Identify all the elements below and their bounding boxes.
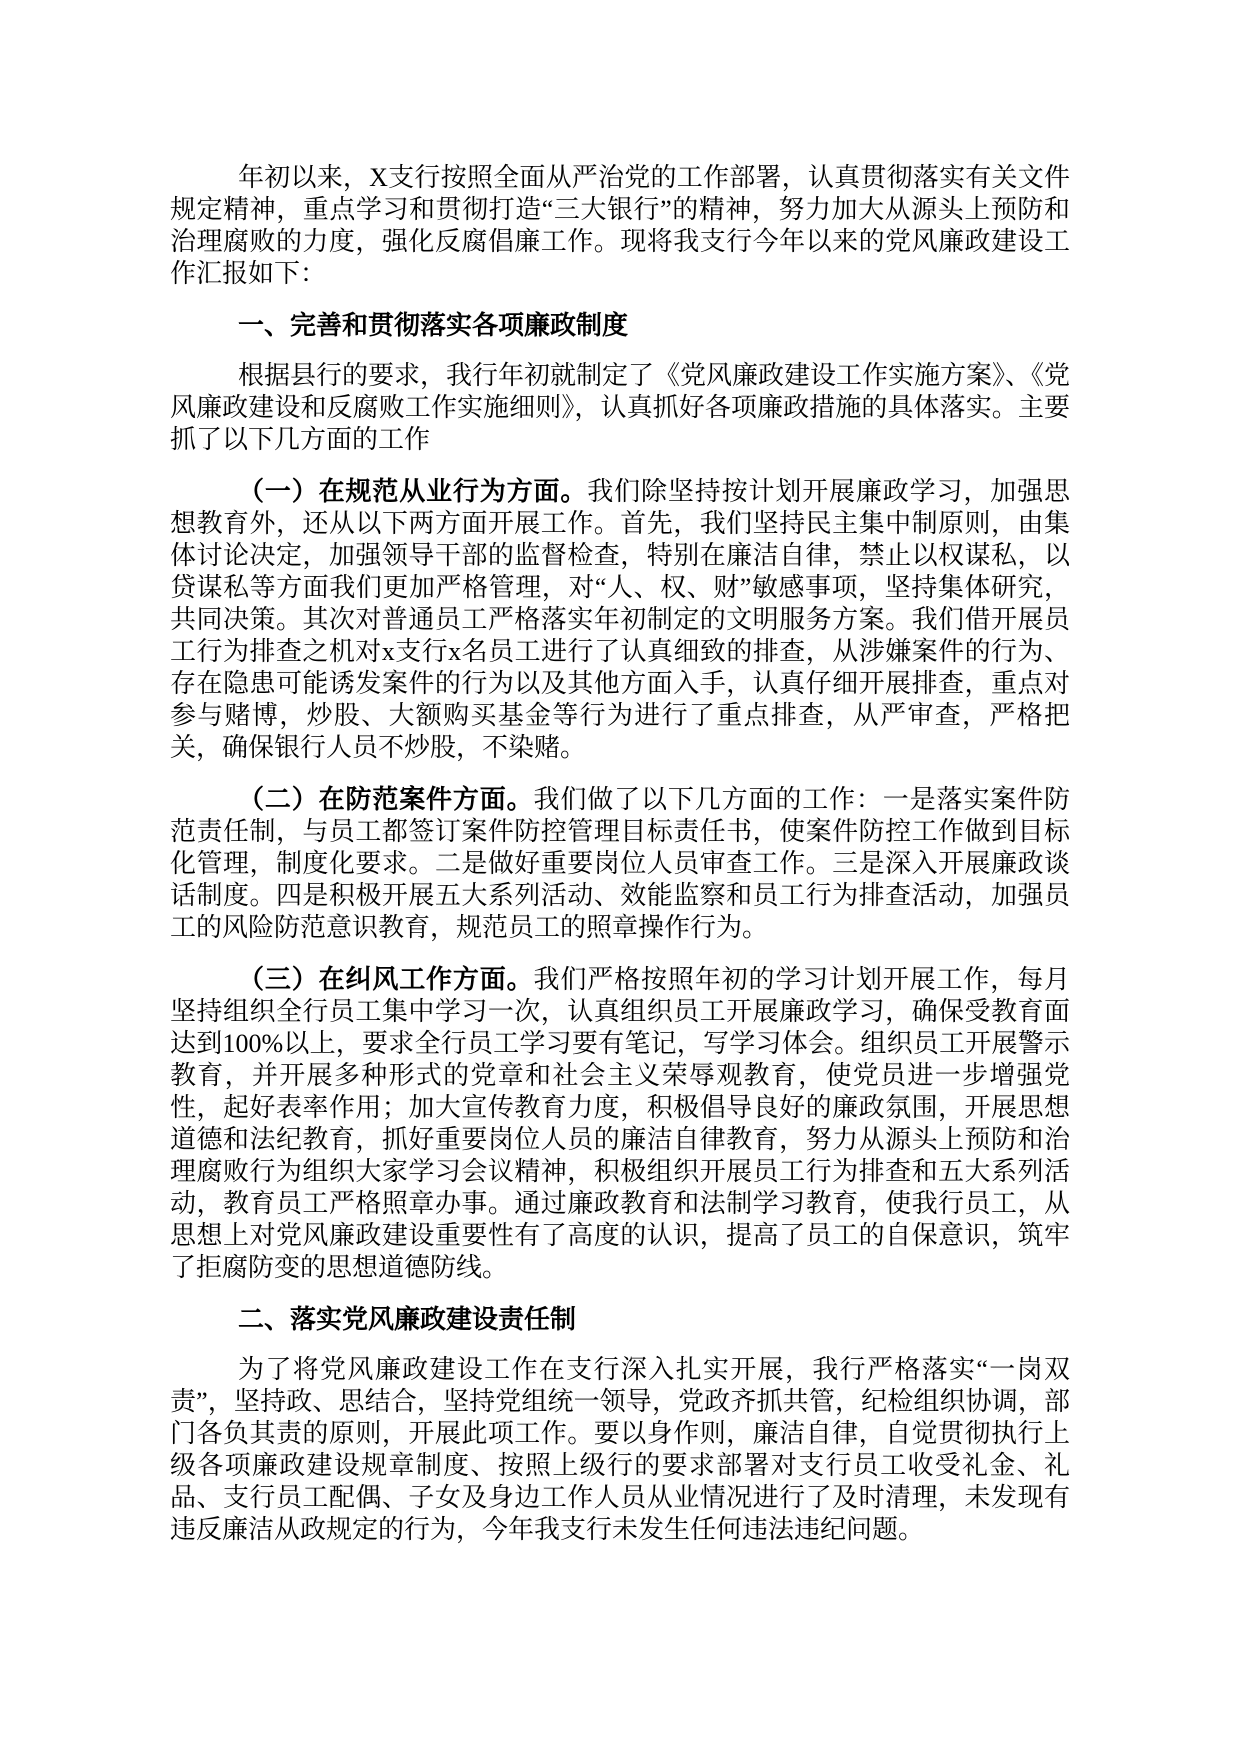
- paragraph-text: 我们严格按照年初的学习计划开展工作，每月坚持组织全行员工集中学习一次，认真组织员工开展廉政学习，确保受教育面达到100%以上，要求全行员工学习要有笔记，写学习体会。组织员工开展警示教育，并开展多种形式的党章和社会主义荣辱观教育，使党员进一步增强党性，起好表率作用；加大宣传教育力度，积极倡导良好的廉政氛围，开展思想道德和法纪教育，抓好重要岗位人员的廉洁自律教育，努力从源头上预防和治理腐败行为组织大家学习会议精神，积极组织开展员工行为排查和五大系列活动，教育员工严格照章办事。通过廉政教育和法制学习教育，使我行员工，从思想上对党风廉政建设重要性有了高度的认识，提高了员工的自保意识，筑牢了拒腐防变的思想道德防线。: [170, 965, 1070, 1282]
- subsection-3-paragraph: [170, 963, 1070, 1284]
- opening-paragraph: [170, 162, 1070, 290]
- section-1-heading: 一、完善和贯彻落实各项廉政制度: [238, 310, 629, 340]
- subsection-1-lead: （一）在规范从业行为方面。: [238, 476, 588, 506]
- paragraph-text: 根据县行的要求，我行年初就制定了《党风廉政建设工作实施方案》、《党风廉政建设和反腐败工作实施细则》，认真抓好各项廉政措施的具体落实。主要抓了以下几方面的工作: [170, 361, 1071, 454]
- paragraph-text: 为了将党风廉政建设工作在支行深入扎实开展，我行严格落实“一岗双责”，坚持政、思结合，坚持党组统一领导，党政齐抓共管，纪检组织协调，部门各负其责的原则，开展此项工作。要以身作则，廉洁自律，自觉贯彻执行上级各项廉政建设规章制度、按照上级行的要求部署对支行员工收受礼金、礼品、支行员工配偶、子女及身边工作人员从业情况进行了及时清理，未发现有违反廉洁从政规定的行为，今年我支行未发生任何违法违纪问题。: [170, 1355, 1070, 1544]
- subsection-2-paragraph: [170, 783, 1070, 944]
- subsection-2-lead: （二）在防范案件方面。: [238, 784, 534, 814]
- subsection-3-lead: （三）在纠风工作方面。: [238, 964, 534, 994]
- paragraph-text: 我们做了以下几方面的工作：一是落实案件防范责任制，与员工都签订案件防控管理目标责任书，使案件防控工作做到目标化管理，制度化要求。二是做好重要岗位人员审查工作。三是深入开展廉政谈话制度。四是积极开展五大系列活动、效能监察和员工行为排查活动，加强员工的风险防范意识教育，规范员工的照章操作行为。: [170, 785, 1070, 942]
- section-2-paragraph: [170, 1354, 1070, 1546]
- paragraph-text: 年初以来，X支行按照全面从严治党的工作部署，认真贯彻落实有关文件规定精神，重点学习和贯彻打造“三大银行”的精神，努力加大从源头上预防和治理腐败的力度，强化反腐倡廉工作。现将我支行今年以来的党风廉政建设工作汇报如下：: [170, 163, 1070, 288]
- section-1-intro-paragraph: [170, 360, 1070, 456]
- subsection-1-paragraph: [170, 475, 1070, 764]
- section-2-heading: 二、落实党风廉政建设责任制: [238, 1304, 577, 1334]
- paragraph-text: 我们除坚持按计划开展廉政学习，加强思想教育外，还从以下两方面开展工作。首先，我们坚持民主集中制原则，由集体讨论决定，加强领导干部的监督检查，特别在廉洁自律，禁止以权谋私，以贷谋私等方面我们更加严格管理，对“人、权、财”敏感事项，坚持集体研究，共同决策。其次对普通员工严格落实年初制定的文明服务方案。我们借开展员工行为排查之机对x支行x名员工进行了认真细致的排查，从涉嫌案件的行为、存在隐患可能诱发案件的行为以及其他方面入手，认真仔细开展排查，重点对参与赌博，炒股、大额购买基金等行为进行了重点排查，从严审查，严格把关，确保银行人员不炒股，不染赌。: [170, 477, 1070, 762]
